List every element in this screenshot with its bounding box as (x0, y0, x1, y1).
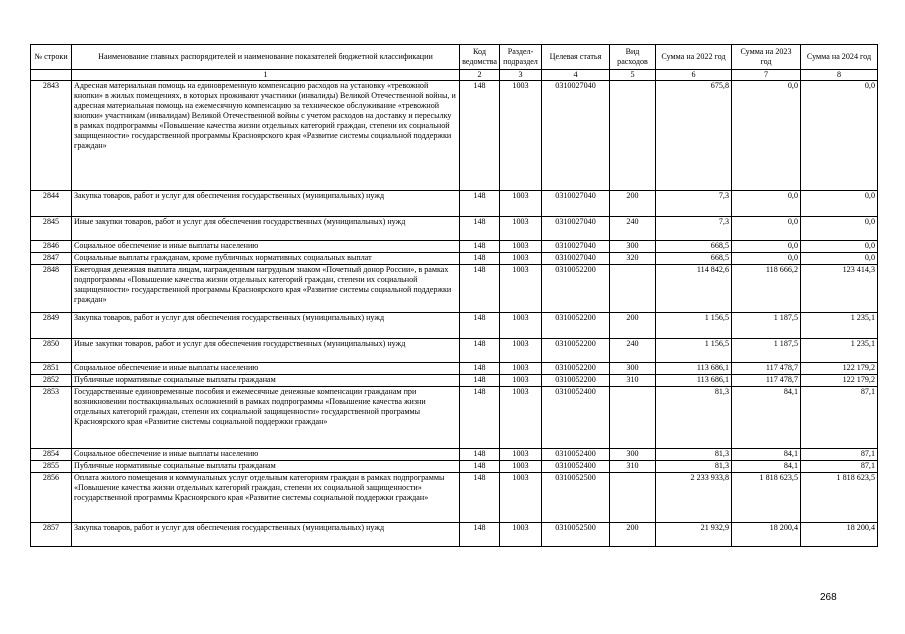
row-number: 2849 (31, 313, 72, 339)
column-number: 3 (500, 70, 542, 81)
department-code: 148 (460, 375, 500, 387)
row-name: Закупка товаров, работ и услуг для обеспечения государственных (муниципальных) нужд (72, 313, 460, 339)
sum-2023: 0,0 (732, 241, 801, 253)
department-code: 148 (460, 387, 500, 449)
column-number (31, 70, 72, 81)
row-name: Социальное обеспечение и иные выплаты населению (72, 449, 460, 461)
table-row (31, 241, 878, 253)
department-code: 148 (460, 217, 500, 241)
section-code: 1003 (500, 449, 542, 461)
row-name: Социальные выплаты гражданам, кроме публичных нормативных социальных выплат (72, 253, 460, 265)
target-article: 0310052200 (542, 339, 610, 363)
expense-type (610, 473, 656, 523)
department-code: 148 (460, 265, 500, 313)
expense-type: 300 (610, 241, 656, 253)
header-department-code: Код ведомства (460, 45, 500, 70)
sum-2024: 122 179,2 (801, 375, 878, 387)
column-number-row (31, 70, 878, 81)
sum-2024: 0,0 (801, 191, 878, 217)
expense-type: 200 (610, 523, 656, 547)
sum-2022: 7,3 (656, 191, 732, 217)
section-code: 1003 (500, 339, 542, 363)
row-name: Закупка товаров, работ и услуг для обеспечения государственных (муниципальных) нужд (72, 523, 460, 547)
sum-2022: 81,3 (656, 387, 732, 449)
column-number: 8 (801, 70, 878, 81)
section-code: 1003 (500, 461, 542, 473)
sum-2024: 0,0 (801, 253, 878, 265)
sum-2023: 0,0 (732, 191, 801, 217)
sum-2022: 1 156,5 (656, 339, 732, 363)
sum-2022: 113 686,1 (656, 363, 732, 375)
expense-type: 200 (610, 313, 656, 339)
expense-type: 320 (610, 253, 656, 265)
sum-2022: 2 233 933,8 (656, 473, 732, 523)
row-name: Закупка товаров, работ и услуг для обеспечения государственных (муниципальных) нужд (72, 191, 460, 217)
header-row-number: № строки (31, 45, 72, 70)
target-article: 0310052200 (542, 375, 610, 387)
section-code: 1003 (500, 191, 542, 217)
row-number: 2843 (31, 81, 72, 191)
row-number: 2857 (31, 523, 72, 547)
expense-type (610, 387, 656, 449)
header-name: Наименование главных распорядителей и наименование показателей бюджетной классификации (72, 45, 460, 70)
table-header (31, 45, 878, 81)
table-row (31, 473, 878, 523)
sum-2023: 18 200,4 (732, 523, 801, 547)
table-row (31, 363, 878, 375)
section-code: 1003 (500, 253, 542, 265)
target-article: 0310052500 (542, 473, 610, 523)
row-name: Иные закупки товаров, работ и услуг для обеспечения государственных (муниципальных) нужд (72, 217, 460, 241)
table-row (31, 375, 878, 387)
expense-type: 240 (610, 217, 656, 241)
expense-type (610, 81, 656, 191)
column-number: 5 (610, 70, 656, 81)
sum-2023: 84,1 (732, 461, 801, 473)
target-article: 0310052200 (542, 265, 610, 313)
sum-2024: 87,1 (801, 461, 878, 473)
target-article: 0310027040 (542, 81, 610, 191)
row-name: Государственные единовременные пособия и ежемесячные денежные компенсации гражданам при возникновении поствакцинальных осложнений в рамках подпрограммы «Повышение качества жизни отдельных категорий граждан, степени их социальной защищенности» государственной программы Красноярского края «Развитие системы социальной поддержки граждан» (72, 387, 460, 449)
row-name: Оплата жилого помещения и коммунальных услуг отдельным категориям граждан в рамках подпрограммы «Повышение качества жизни отдельных категорий граждан, степени их социальной защищенности» государственной программы Красноярского края «Развитие системы социальной поддержки граждан» (72, 473, 460, 523)
department-code: 148 (460, 191, 500, 217)
sum-2022: 668,5 (656, 253, 732, 265)
section-code: 1003 (500, 81, 542, 191)
target-article: 0310052400 (542, 449, 610, 461)
section-code: 1003 (500, 313, 542, 339)
sum-2022: 7,3 (656, 217, 732, 241)
row-name: Адресная материальная помощь на единовременную компенсацию расходов на установку «тревожной кнопки» в жилых помещениях, в которых проживают участники (инвалиды) Великой Отечественной войны, и адресная материальная помощь на ежемесячную компенсацию за техническое обслуживание «тревожной кнопки» участникам (инвалидам) Великой Отечественной войны с учетом расходов на доставку и пересылку в рамках подпрограммы «Повышение качества жизни отдельных категорий граждан, степени их социальной защищенности» государственной программы Красноярского края «Развитие системы социальной поддержки граждан» (72, 81, 460, 191)
section-code: 1003 (500, 473, 542, 523)
sum-2023: 1 187,5 (732, 313, 801, 339)
sum-2023: 84,1 (732, 449, 801, 461)
section-code: 1003 (500, 375, 542, 387)
section-code: 1003 (500, 387, 542, 449)
table-row (31, 81, 878, 191)
row-number: 2850 (31, 339, 72, 363)
table-row (31, 253, 878, 265)
sum-2023: 0,0 (732, 253, 801, 265)
sum-2023: 1 818 623,5 (732, 473, 801, 523)
sum-2024: 123 414,3 (801, 265, 878, 313)
sum-2023: 1 187,5 (732, 339, 801, 363)
row-name: Социальное обеспечение и иные выплаты населению (72, 363, 460, 375)
department-code: 148 (460, 339, 500, 363)
header-sum-2022: Сумма на 2022 год (656, 45, 732, 70)
row-number: 2852 (31, 375, 72, 387)
sum-2022: 668,5 (656, 241, 732, 253)
target-article: 0310027040 (542, 217, 610, 241)
section-code: 1003 (500, 265, 542, 313)
row-number: 2854 (31, 449, 72, 461)
sum-2022: 81,3 (656, 461, 732, 473)
target-article: 0310052400 (542, 461, 610, 473)
row-number: 2844 (31, 191, 72, 217)
sum-2023: 117 478,7 (732, 363, 801, 375)
header-section: Раздел-подраздел (500, 45, 542, 70)
sum-2022: 1 156,5 (656, 313, 732, 339)
target-article: 0310027040 (542, 191, 610, 217)
page-number: 268 (820, 592, 837, 603)
sum-2024: 18 200,4 (801, 523, 878, 547)
sum-2023: 0,0 (732, 81, 801, 191)
row-number: 2845 (31, 217, 72, 241)
sum-2024: 1 235,1 (801, 339, 878, 363)
target-article: 0310027040 (542, 253, 610, 265)
department-code: 148 (460, 253, 500, 265)
department-code: 148 (460, 461, 500, 473)
table-row (31, 191, 878, 217)
table-row (31, 387, 878, 449)
row-number: 2853 (31, 387, 72, 449)
row-number: 2851 (31, 363, 72, 375)
row-name: Публичные нормативные социальные выплаты гражданам (72, 375, 460, 387)
department-code: 148 (460, 241, 500, 253)
header-sum-2023: Сумма на 2023 год (732, 45, 801, 70)
sum-2023: 0,0 (732, 217, 801, 241)
header-target-article: Целевая статья (542, 45, 610, 70)
row-number: 2855 (31, 461, 72, 473)
row-name: Иные закупки товаров, работ и услуг для обеспечения государственных (муниципальных) нужд (72, 339, 460, 363)
department-code: 148 (460, 81, 500, 191)
target-article: 0310052500 (542, 523, 610, 547)
row-number: 2856 (31, 473, 72, 523)
row-name: Публичные нормативные социальные выплаты гражданам (72, 461, 460, 473)
expense-type: 300 (610, 363, 656, 375)
expense-type: 310 (610, 461, 656, 473)
department-code: 148 (460, 313, 500, 339)
sum-2024: 87,1 (801, 387, 878, 449)
table-row (31, 449, 878, 461)
target-article: 0310052200 (542, 313, 610, 339)
expense-type (610, 265, 656, 313)
sum-2024: 1 235,1 (801, 313, 878, 339)
department-code: 148 (460, 363, 500, 375)
row-number: 2846 (31, 241, 72, 253)
target-article: 0310052400 (542, 387, 610, 449)
row-number: 2848 (31, 265, 72, 313)
sum-2024: 122 179,2 (801, 363, 878, 375)
section-code: 1003 (500, 241, 542, 253)
table-body (31, 81, 878, 547)
column-number: 4 (542, 70, 610, 81)
sum-2024: 1 818 623,5 (801, 473, 878, 523)
expense-type: 310 (610, 375, 656, 387)
target-article: 0310052200 (542, 363, 610, 375)
column-number: 1 (72, 70, 460, 81)
section-code: 1003 (500, 523, 542, 547)
table-row (31, 339, 878, 363)
table-row (31, 265, 878, 313)
header-row (31, 45, 878, 70)
sum-2023: 117 478,7 (732, 375, 801, 387)
sum-2023: 118 666,2 (732, 265, 801, 313)
table-row (31, 217, 878, 241)
expense-type: 300 (610, 449, 656, 461)
header-sum-2024: Сумма на 2024 год (801, 45, 878, 70)
table-row (31, 313, 878, 339)
department-code: 148 (460, 449, 500, 461)
sum-2022: 81,3 (656, 449, 732, 461)
row-name: Ежегодная денежная выплата лицам, награжденным нагрудным знаком «Почетный донор России», в рамках подпрограммы «Повышение качества жизни отдельных категорий граждан, степени их социальной защищенности» государственной программы Красноярского края «Развитие системы социальной поддержки граждан» (72, 265, 460, 313)
sum-2024: 0,0 (801, 217, 878, 241)
table-row (31, 523, 878, 547)
column-number: 6 (656, 70, 732, 81)
sum-2022: 675,8 (656, 81, 732, 191)
section-code: 1003 (500, 363, 542, 375)
sum-2024: 87,1 (801, 449, 878, 461)
expense-type: 200 (610, 191, 656, 217)
column-number: 7 (732, 70, 801, 81)
sum-2022: 113 686,1 (656, 375, 732, 387)
sum-2024: 0,0 (801, 81, 878, 191)
sum-2022: 114 842,6 (656, 265, 732, 313)
department-code: 148 (460, 523, 500, 547)
target-article: 0310027040 (542, 241, 610, 253)
budget-table (30, 44, 878, 547)
row-name: Социальное обеспечение и иные выплаты населению (72, 241, 460, 253)
sum-2023: 84,1 (732, 387, 801, 449)
table-row (31, 461, 878, 473)
row-number: 2847 (31, 253, 72, 265)
department-code: 148 (460, 473, 500, 523)
column-number: 2 (460, 70, 500, 81)
expense-type: 240 (610, 339, 656, 363)
section-code: 1003 (500, 217, 542, 241)
header-expense-type: Вид расходов (610, 45, 656, 70)
sum-2022: 21 932,9 (656, 523, 732, 547)
sum-2024: 0,0 (801, 241, 878, 253)
